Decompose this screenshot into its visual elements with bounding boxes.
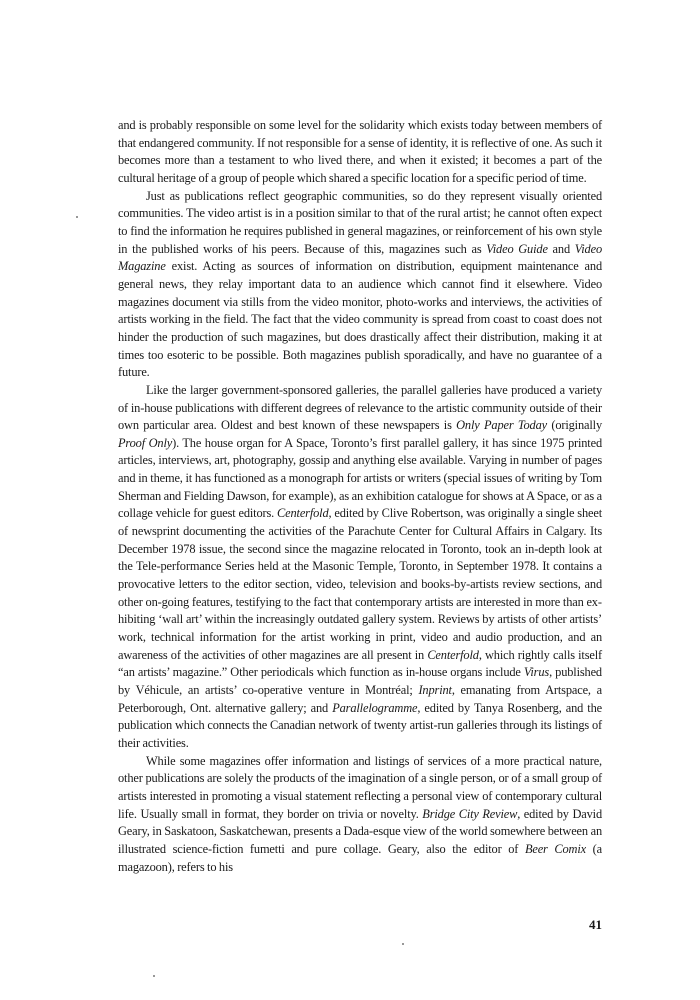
publication-title: Centerfold — [277, 506, 329, 521]
publication-title: Beer Comix — [524, 841, 586, 856]
scan-speck — [76, 216, 78, 218]
paragraph: Just as publications reflect geographic communities, so do they represent visually oriented communities. The video artist is in a position similar to that of the rural artist; he cannot often expect to find the information he requires published in general magazines, or reinforcement of his own style in the published works of his peers. Because of this, magazines such as Video Guide and Video Magazine exist. Acting as sources of information on distribution, equipment maintenance and general news, they relay important data to an audience which cannot find it elsewhere. Video magazines document via stills from the video monitor, photo-works and interviews, the activities of artists working in the field. The fact that the video community is spread from coast to coast does not hinder the production of such magazines, but does drastically affect their distribution, making it at times too esoteric to be possible. Both magazines publish sporadically, and have no guarantee of a future. — [118, 188, 602, 380]
publication-title: Virus — [523, 665, 550, 680]
publication-title: Inprint — [418, 683, 452, 697]
publication-title: Video Magazine — [118, 241, 602, 274]
publication-title: Proof Only — [118, 435, 173, 450]
publication-title: Only Paper Today — [456, 418, 547, 433]
scan-speck — [153, 975, 155, 977]
paragraph: Like the larger government-sponsored galleries, the parallel galleries have produced a variety of in-house publications with different degrees of relevance to the artistic community outside of their own particular area. Oldest and best known of these newspapers is Only Paper Today (originally Proof Only). The house organ for A Space, Toronto’s first parallel gallery, it has since 1975 printed articles, interviews, art, photography, gossip and anything else available. Varying in number of pages and in theme, it has functioned as a monograph for artists or writers (special issues of writing by Tom Sherman and Fielding Dawson, for example), as an exhibition catalogue for shows at A Space, or as a collage vehicle for guest editors. Centerfold, edited by Clive Robertson, was originally a single sheet of newsprint documenting the activities of the Parachute Center for Cultural Affairs in Calgary. Its December 1978 issue, the second since the magazine relocated in Toronto, took an in-depth look at the Tele-performance Series held at the Masonic Temple, Toronto, in September 1978. It contains a provocative letters to the editor section, video, television and books-by-artists review sections, and other on-going features, testifying to the fact that contemporary artists are interested in more than exhibiting ‘wall art’ within the increasingly outdated gallery system. Reviews by artists of other artists’ work, technical information for the artist working in print, video and audio production, and an awareness of the activities of other magazines are all present in Centerfold, which rightly calls itself “an artists’ magazine.” Other periodicals which function as in-house organs include Virus, published by Véhicule, an artists’ co-operative venture in Montréal; Inprint, emanating from Artspace, a Peterborough, Ont. alternative gallery; and Parallelogramme, edited by Tanya Rosenberg, and the publication which connects the Canadian network of twenty artist-run galleries through its listings of their activities. — [118, 382, 603, 750]
body-text — [118, 117, 602, 876]
publication-title: Centerfold — [427, 647, 479, 662]
scan-speck — [402, 943, 404, 945]
publication-title: Video Guide — [486, 241, 548, 256]
paragraph: While some magazines offer information and listings of services of a more practical nature, other publications are solely the products of the imagination of a single person, or of a small group of artists interested in promoting a visual statement reflecting a personal view of contemporary cultural life. Usually small in format, they border on trivia or novelty. Bridge City Review, edited by David Geary, in Saskatoon, Saskatchewan, presents a Dada-esque view of the world somewhere between an illustrated science-fiction fumetti and pure collage. Geary, also the editor of Beer Comix (a magazoon), refers to his — [118, 753, 602, 874]
page-number: 41 — [589, 917, 602, 932]
publication-title: Parallelogramme — [332, 700, 418, 715]
paragraph: and is probably responsible on some level for the solidarity which exists today between members of that endangered community. If not responsible for a sense of identity, it is reflective of one. As such it becomes more than a testament to who lived there, and when it existed; it becomes a part of the cultural heritage of a group of people which shared a specific location for a specific period of time. — [118, 118, 602, 185]
publication-title: Bridge City Review — [422, 806, 518, 821]
